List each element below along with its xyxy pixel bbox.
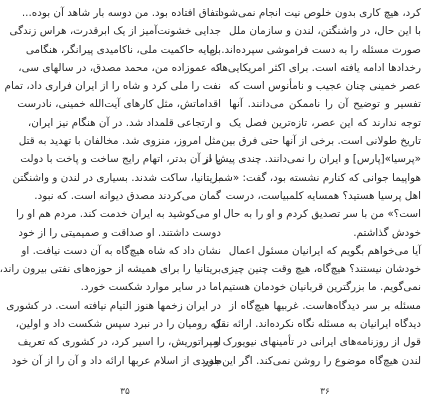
page-number: ۳۵ [120,387,130,397]
text-line: است؟» من با سر تصدیق کردم و او را به حال [223,208,421,221]
text-line: برپایه حاکمیت ملی، ناکامیدی پیرانگر، هنگامی [25,43,221,56]
text-line: یا از آن بدتر، اتهام رایج ساخت و پاخت با دولت [20,153,221,166]
text-line: خودش گذاشتم. [353,226,421,239]
text-line: اقداماتش، مثل کارهای آیت‌الله خمینی، نادرست [17,98,221,111]
text-line: عصر خمینی چنان عجیب و نامأنوس است که [229,80,421,93]
text-line: نفت را ملی کرد و شاه را از ایران فراری داد، تمام [4,80,221,93]
right-page [202,4,421,397]
text-line: نشان داد که شاه هیچ‌گاه به آن دست نیافت. او [21,244,221,257]
text-line: او می‌کوشید به ایران خدمت کند. مردم هم او را [15,208,221,221]
text-line: دیدگاه ایرانیان به مسئله نگاه نکرده‌اند. ارائه نقل [213,318,421,331]
text-line: هواپیما جوانی که کنارم نشسته بود، گفت: «شما [214,171,421,184]
right-page-text [202,4,421,370]
text-line: کرد، هیچ کاری بدون خلوص نیت انجام نمی‌شود. [215,7,421,19]
text-line: خودشان نیستند؟ هیچ‌گاه، هیچ وقت چنین چیزی [220,263,421,276]
text-line: با این حال، در واشنگتن، لندن و سازمان ملل [229,25,421,38]
text-line: که عموزاده من، محمد مصدق، در سالهای سی، [18,61,221,74]
text-line: امپراتوریش، را اسیر کرد، در کشوری که تعریف [17,336,221,349]
text-line: لندن هیچ‌گاه موضوع را روشن نمی‌کند. اگر این‌طور [203,354,421,367]
text-line: اتفاق افتاده بود. من دوسه بار شاهد آن بوده‌... [21,7,221,19]
text-line: مثل امروز، منزوی شد. مخالفان با تهدید به قتل [18,135,221,148]
text-line: مسئله بر سر دیدگاه‌هاست. غربیها هیچ‌گاه از [229,299,421,312]
text-line: اهل پرسیا هستید؟ همسایه کلمبیاست، درست [225,189,421,202]
text-line: تاریخ طولانی است. برخی از آنها حتی فرق بین [221,135,421,148]
text-line: صورت مسئله را به دست فراموشی سپرده‌اند. اما [206,43,421,56]
text-line: که رومیان را در نبرد سپس شکست داد و اولین، [15,318,221,331]
text-line: در ایران زخمها هنوز التیام نیافته است. در کشوری [6,299,221,312]
text-line: آیا می‌خواهم بگویم که ایرانیان مسئول اعمال [228,244,421,257]
left-page-text [0,4,221,370]
text-line: «پرسیا»[پارس] و ایران را نمی‌دانند. چندی پیش در [202,153,421,166]
text-line: رخدادها ادامه یافته است. برای اکثر امریکایی‌ها، [215,61,421,74]
text-line: توجه ندارند که این عصر، تازه‌ترین فصل یک [229,116,421,129]
text-line: گمان می‌کردند مصدق دیوانه است. که نبود. [34,189,221,202]
text-line: جدایی خشونت‌آمیز از یک ابرقدرت، هراس زندگی [9,25,221,38]
left-page [0,4,221,397]
text-line: اما در سایر موارد شکست خورد. [80,281,221,294]
text-line: بریتانیا را برای همیشه از حوزه‌های نفتی بیرون راند، [0,263,221,276]
text-line: نمی‌گویم. ما بزرگترین قربانیان خودمان هستیم. [218,281,421,294]
text-line: و ارتجاعی قلمداد شد. در آن هنگام نیز ایران، [27,116,221,129]
text-line: دوست داشتند. او صداقت و صمیمیتی را از خود [18,226,221,239]
text-line: جدیدی از اسلام عربها ارائه داد و آن را از آن خود [11,354,221,367]
text-line: تفسیر و توضیح آن را ناممکن می‌دانند. آنها [229,98,421,111]
page-number: ۳۶ [320,387,330,397]
text-line: قول از روزنامه‌های ایرانی در تأمینهای نیویورک و [214,336,421,349]
text-line: بریتانیا، ساکت شدند. بسیاری در لندن و واشنگتن [12,171,221,184]
